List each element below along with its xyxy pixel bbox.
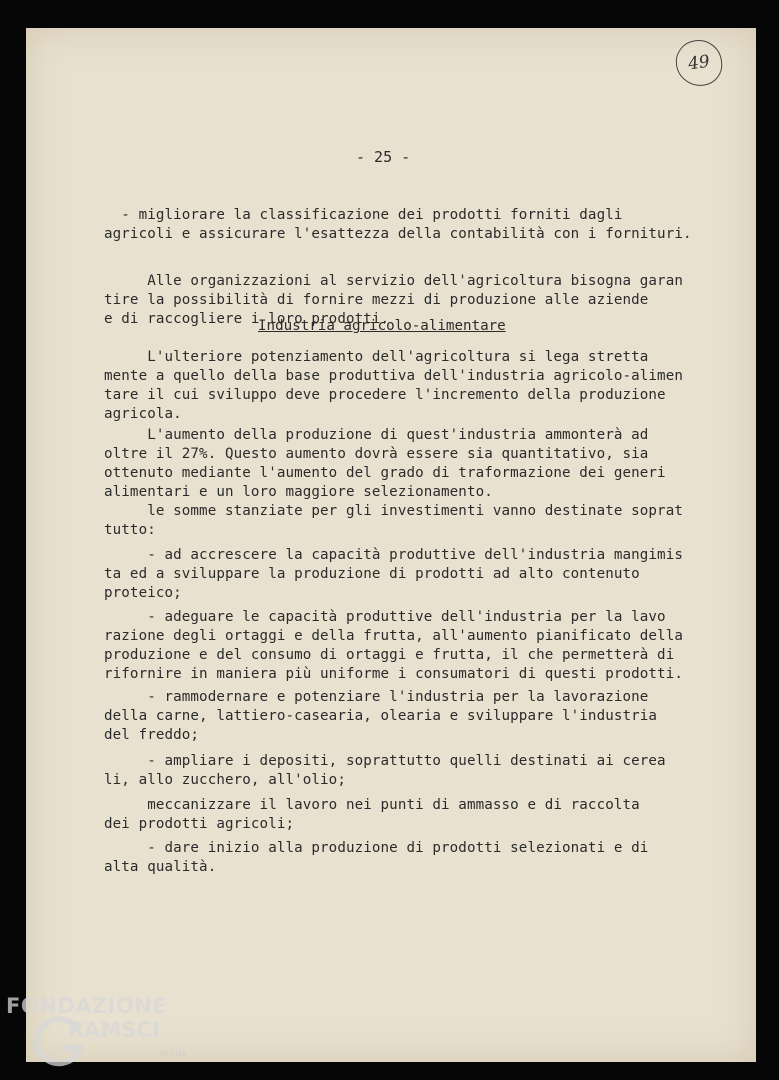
section-heading: Industria agricolo-alimentare [258, 318, 506, 334]
list-item-feed-industry: - ad accrescere la capacità produttive dell'industria mangimis ta ed a sviluppare la produzione di prodotti ad alto contenuto proteico; [104, 547, 683, 601]
list-item-vegetables-fruit: - adeguare le capacità produttive dell'industria per la lavo razione degli ortaggi e della frutta, all'aumento pianificato della produzione e del consumo di ortaggi e frutta, il che permetterà di rifornire in maniera più uniforme i consumatori di questi prodotti. [104, 609, 683, 682]
list-item-mechanization: meccanizzare il lavoro nei punti di ammasso e di raccolta dei prodotti agricoli; [104, 797, 640, 832]
logo-text-onlus: onlus [160, 1048, 187, 1059]
list-item-meat-dairy: - rammodernare e potenziare l'industria per la lavorazione della carne, lattiero-casearia, olearia e sviluppare l'industria del freddo; [104, 689, 658, 743]
list-item-quality-products: - dare inizio alla produzione di prodotti selezionati e di alta qualità. [104, 840, 649, 875]
paragraph-strengthening: L'ulteriore potenziamento dell'agricoltura si lega stretta mente a quello della base produttiva dell'industria agricolo-alimen tare il cui sviluppo deve procedere l'incremento della produzione agricola. [104, 349, 683, 422]
paragraph-classification: - migliorare la classificazione dei prodotti forniti dagli agricoli e assicurare l'esattezza della contabilità con i fornituri. [104, 207, 692, 242]
archive-watermark-logo [6, 994, 196, 1074]
logo-text-fondazione: FONDAZIONE [6, 994, 168, 1018]
list-item-warehouses: - ampliare i depositi, soprattutto quelli destinati ai cerea li, allo zucchero, all'olio; [104, 753, 666, 788]
paragraph-production-increase: L'aumento della produzione di quest'industria ammonterà ad oltre il 27%. Questo aumento dovrà essere sia quantitativo, sia ottenuto mediante l'aumento del grado di traformazione dei generi alimentari e un loro maggiore selezionamento. [104, 427, 666, 500]
logo-text-gramsci: RAMSCI [68, 1018, 160, 1042]
document-page [26, 28, 756, 1062]
page-number: - 25 - [356, 148, 411, 166]
folio-number: 49 [673, 37, 725, 89]
paragraph-investments: le somme stanziate per gli investimenti vanno destinate soprat tutto: [104, 503, 683, 538]
paragraph-organizations: Alle organizzazioni al servizio dell'agricoltura bisogna garan tire la possibilità di fornire mezzi di produzione alle aziende e di raccogliere i loro prodotti. [104, 273, 683, 327]
